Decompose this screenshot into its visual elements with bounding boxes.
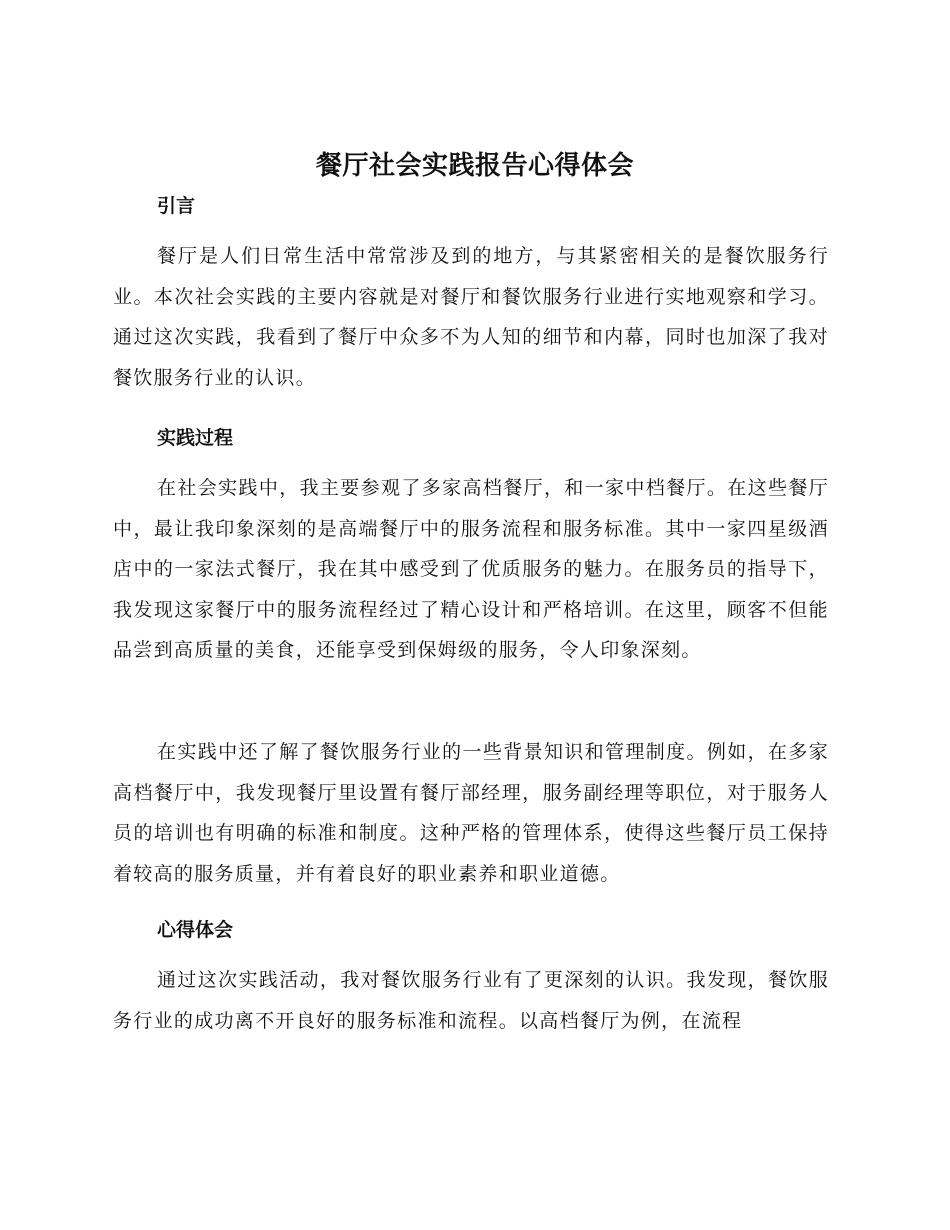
paragraph-introduction: 餐厅是人们日常生活中常常涉及到的地方，与其紧密相关的是餐饮服务行业。本次社会实践的主要内容就是对餐厅和餐饮服务行业进行实地观察和学习。通过这次实践，我看到了餐厅中众多不为人知的细节和内幕，同时也加深了我对餐饮服务行业的认识。 xyxy=(113,245,829,389)
document-title: 餐厅社会实践报告心得体会 xyxy=(315,151,634,181)
section-heading-practice-process: 实践过程 xyxy=(157,427,234,449)
paragraph-reflections: 通过这次实践活动，我对餐饮服务行业有了更深刻的认识。我发现，餐饮服务行业的成功离不开良好的服务标准和流程。以高档餐厅为例，在流程 xyxy=(113,969,829,1032)
paragraph-practice-process-2: 在实践中还了解了餐饮服务行业的一些背景知识和管理制度。例如，在多家高档餐厅中，我发现餐厅里设置有餐厅部经理，服务副经理等职位，对于服务人员的培训也有明确的标准和制度。这种严格的管理体系，使得这些餐厅员工保持着较高的服务质量，并有着良好的职业素养和职业道德。 xyxy=(113,741,829,885)
paragraph-practice-process-1: 在社会实践中，我主要参观了多家高档餐厅，和一家中档餐厅。在这些餐厅中，最让我印象深刻的是高端餐厅中的服务流程和服务标准。其中一家四星级酒店中的一家法式餐厅，我在其中感受到了优质服务的魅力。在服务员的指导下，我发现这家餐厅中的服务流程经过了精心设计和严格培训。在这里，顾客不但能品尝到高质量的美食，还能享受到保姆级的服务，令人印象深刻。 xyxy=(113,477,829,661)
section-heading-introduction: 引言 xyxy=(157,195,196,217)
section-heading-reflections: 心得体会 xyxy=(157,919,234,941)
